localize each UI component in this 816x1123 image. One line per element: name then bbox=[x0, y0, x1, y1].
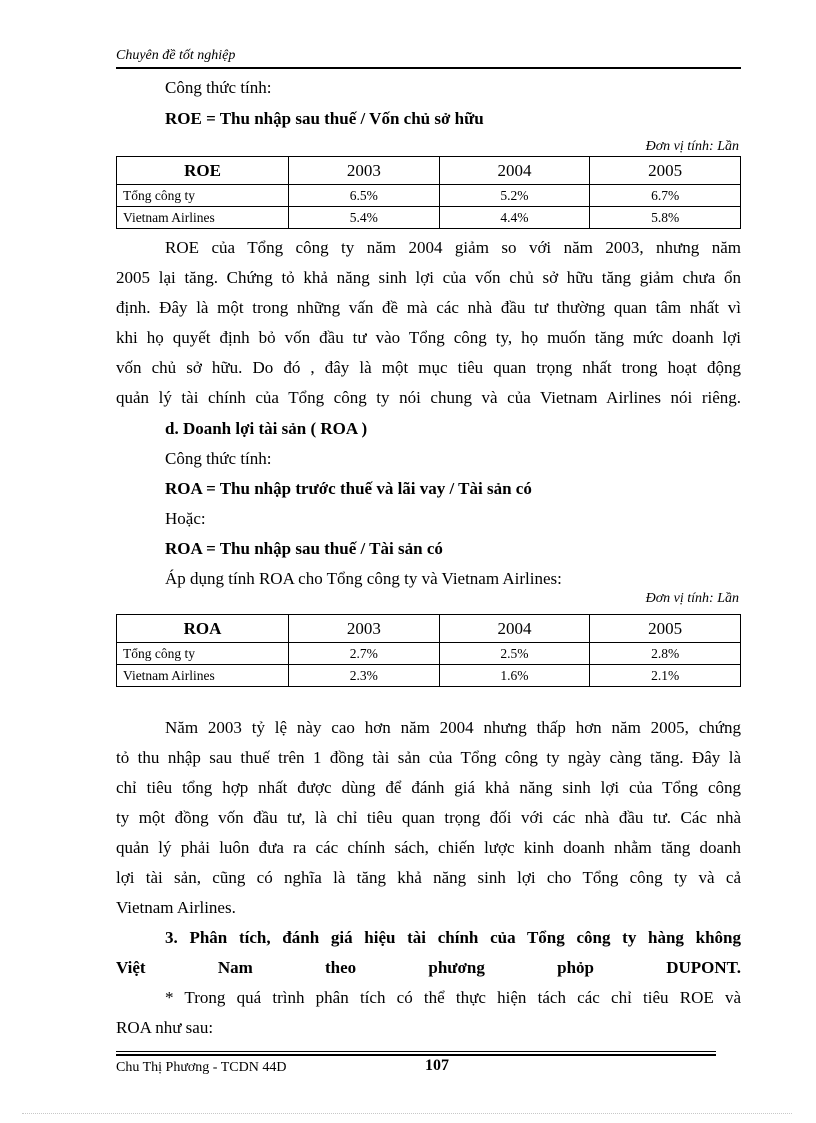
table-cell: 4.4% bbox=[439, 207, 590, 229]
roe-paragraph-line: vốn chủ sở hữu. Do đó , đây là một mục tiêu quan trọng nhất trong hoạt động bbox=[116, 358, 741, 377]
section3-intro-line: ROA như sau: bbox=[116, 1018, 214, 1037]
table-cell: 5.4% bbox=[289, 207, 440, 229]
roa-paragraph-line: chỉ tiêu tổng hợp nhất được dùng để đánh giá khả năng sinh lợi của Tổng công bbox=[116, 778, 741, 797]
table-header-cell: ROA bbox=[117, 615, 289, 643]
roa-or-label: Hoặc: bbox=[165, 509, 206, 528]
roa-paragraph-line: tỏ thu nhập sau thuế trên 1 đồng tài sản của Tổng công ty ngày càng tăng. Đây là bbox=[116, 748, 741, 767]
table-header-row bbox=[117, 157, 741, 185]
table-cell: 2.5% bbox=[439, 643, 590, 665]
roa-formula-1: ROA = Thu nhập trước thuế và lãi vay / Tài sản có bbox=[165, 479, 532, 498]
roa-paragraph-line: Năm 2003 tỷ lệ này cao hơn năm 2004 nhưng thấp hơn năm 2005, chứng bbox=[165, 718, 741, 737]
section3-heading-line1: 3. Phân tích, đánh giá hiệu tài chính của Tổng công ty hàng không bbox=[165, 928, 741, 947]
page-number: 107 bbox=[425, 1057, 449, 1074]
footer-rule bbox=[116, 1051, 716, 1052]
roe-unit-label: Đơn vị tính: Lần bbox=[645, 139, 739, 154]
roe-table bbox=[116, 156, 741, 229]
roa-paragraph-line: quản lý phải luôn đưa ra các chính sách, chiến lược kinh doanh nhằm tăng doanh bbox=[116, 838, 741, 857]
roe-paragraph-line: ROE của Tổng công ty năm 2004 giảm so với năm 2003, nhưng năm bbox=[165, 238, 741, 257]
roe-paragraph-line: 2005 lại tăng. Chứng tỏ khả năng sinh lợi của vốn chủ sở hữu tăng giảm chưa ổn bbox=[116, 268, 741, 287]
table-header-row bbox=[117, 615, 741, 643]
table-header-cell: 2003 bbox=[289, 157, 440, 185]
section3-intro-line: * Trong quá trình phân tích có thể thực hiện tách các chỉ tiêu ROE và bbox=[165, 988, 741, 1007]
roe-paragraph-line: định. Đây là một trong những vấn đề mà các nhà đầu tư thường quan tâm nhất vì bbox=[116, 298, 741, 317]
table-header-cell: 2004 bbox=[439, 615, 590, 643]
table-cell: 2.1% bbox=[590, 665, 741, 687]
table-header-cell: 2003 bbox=[289, 615, 440, 643]
roe-paragraph-line: khi họ quyết định bỏ vốn đầu tư vào Tổng công ty, họ muốn tăng mức doanh lợi bbox=[116, 328, 741, 347]
roa-formula-2: ROA = Thu nhập sau thuế / Tài sản có bbox=[165, 539, 443, 558]
table-cell: 2.3% bbox=[289, 665, 440, 687]
table-cell: 2.8% bbox=[590, 643, 741, 665]
table-header-cell: ROE bbox=[117, 157, 289, 185]
roe-formula-label: Công thức tính: bbox=[165, 78, 272, 97]
table-header-cell: 2005 bbox=[590, 157, 741, 185]
row-label: Vietnam Airlines bbox=[117, 207, 289, 229]
page-bottom-edge bbox=[22, 1113, 792, 1114]
table-cell: 6.7% bbox=[590, 185, 741, 207]
table-header-cell: 2004 bbox=[439, 157, 590, 185]
roa-paragraph-line: ty một đồng vốn đầu tư, là chỉ tiêu quan trọng đối với các nhà đầu tư. Các nhà bbox=[116, 808, 741, 827]
row-label: Tổng công ty bbox=[117, 185, 289, 207]
footer-author: Chu Thị Phương - TCDN 44D bbox=[116, 1060, 287, 1075]
table-cell: 2.7% bbox=[289, 643, 440, 665]
table-cell: 1.6% bbox=[439, 665, 590, 687]
roa-unit-label: Đơn vị tính: Lần bbox=[645, 591, 739, 606]
row-label: Vietnam Airlines bbox=[117, 665, 289, 687]
table-cell: 5.8% bbox=[590, 207, 741, 229]
roa-paragraph-line: Vietnam Airlines. bbox=[116, 898, 236, 917]
row-label: Tổng công ty bbox=[117, 643, 289, 665]
table-cell: 6.5% bbox=[289, 185, 440, 207]
footer-rule bbox=[116, 1054, 716, 1056]
section3-heading-line2: Việt Nam theo phương phỏp DUPONT. bbox=[116, 958, 741, 977]
roa-heading: d. Doanh lợi tài sản ( ROA ) bbox=[165, 419, 368, 438]
roa-table bbox=[116, 614, 741, 687]
table-row bbox=[117, 665, 741, 687]
roe-paragraph-line: quản lý tài chính của Tổng công ty nói chung và của Vietnam Airlines nói riêng. bbox=[116, 388, 741, 407]
table-row bbox=[117, 207, 741, 229]
roa-formula-label: Công thức tính: bbox=[165, 449, 272, 468]
table-row bbox=[117, 185, 741, 207]
header-rule bbox=[116, 67, 741, 69]
table-cell: 5.2% bbox=[439, 185, 590, 207]
roe-formula: ROE = Thu nhập sau thuế / Vốn chủ sở hữu bbox=[165, 109, 484, 128]
header-title: Chuyên đề tốt nghiệp bbox=[116, 48, 236, 63]
roa-paragraph-line: lợi tài sản, cũng có nghĩa là tăng khả năng sinh lợi cho Tổng công ty và cả bbox=[116, 868, 741, 887]
table-header-cell: 2005 bbox=[590, 615, 741, 643]
table-row bbox=[117, 643, 741, 665]
roa-apply-text: Áp dụng tính ROA cho Tổng công ty và Vietnam Airlines: bbox=[165, 569, 562, 588]
